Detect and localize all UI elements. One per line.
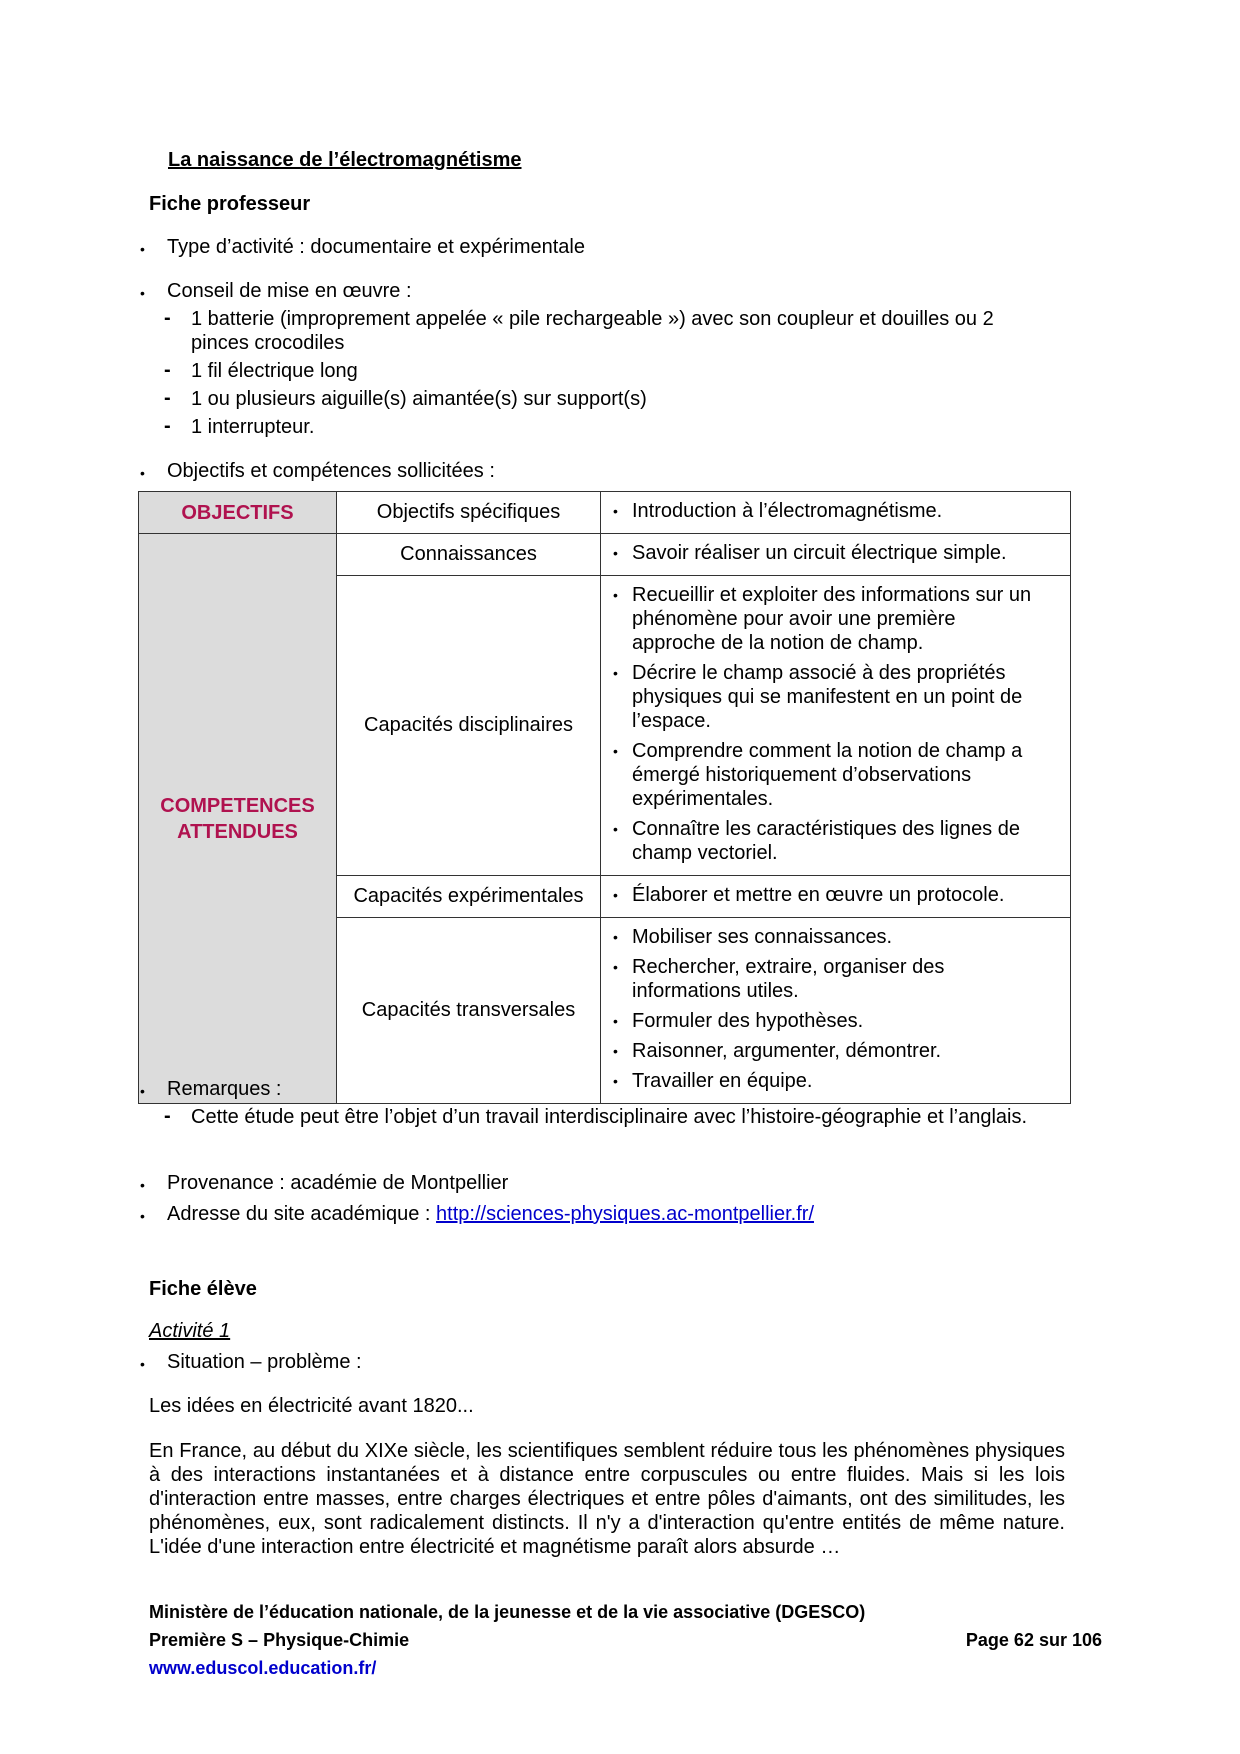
list-item: • Recueillir et exploiter des informations sur un phénomène pour avoir une première approche de la notion de champ. [613, 583, 1040, 655]
footer-niveau: Première S – Physique-Chimie [149, 1630, 410, 1650]
intro-text: Les idées en électricité avant 1820... [149, 1395, 474, 1417]
row-label: Capacités disciplinaires [337, 576, 601, 876]
activite-label: Activité 1 [149, 1320, 231, 1342]
fiche-eleve-heading: Fiche élève [149, 1278, 257, 1300]
list-item: • Savoir réaliser un circuit électrique simple. [613, 541, 1040, 565]
academic-site-link[interactable]: http://sciences-physiques.ac-montpellier.fr/ [436, 1203, 814, 1225]
list-item: • Mobiliser ses connaissances. [613, 925, 1040, 949]
objectifs-label: OBJECTIFS [139, 492, 337, 534]
document-title: La naissance de l’électromagnétisme [168, 149, 522, 171]
remarques-text: - Cette étude peut être l’objet d’un travail interdisciplinaire avec l’histoire-géographie et l’anglais. [164, 1105, 1028, 1128]
objectifs-intro-item: • Objectifs et compétences sollicitées : [140, 460, 495, 483]
list-item: • Introduction à l’électromagnétisme. [613, 499, 1040, 523]
row-label: Connaissances [337, 534, 601, 576]
competences-table [138, 491, 1071, 1104]
list-item: • Décrire le champ associé à des propriétés physiques qui se manifestent en un point de l’espace. [613, 661, 1040, 733]
fiche-professeur-heading: Fiche professeur [149, 193, 311, 215]
list-item: • Rechercher, extraire, organiser des informations utiles. [613, 955, 1040, 1003]
type-activite-item: • Type d’activité : documentaire et expérimentale [140, 236, 585, 259]
materiel-item: - 1 batterie (improprement appelée « pile rechargeable ») avec son coupleur et douilles ou 2 pinces crocodiles [164, 307, 994, 354]
remarques-item: • Remarques : [140, 1078, 282, 1101]
row-label: Capacités expérimentales [337, 876, 601, 918]
adresse-item: • Adresse du site académique : http://sciences-physiques.ac-montpellier.fr/ [140, 1203, 814, 1226]
list-item: • Élaborer et mettre en œuvre un protocole. [613, 883, 1040, 907]
body-paragraph: En France, au début du XIXe siècle, les scientifiques semblent réduire tous les phénomènes physiques à des interactions instantanées et à distance entre corpuscules ou entre fluides. Mais si les lois d'interaction entre masses, entre charges électriques et entre pôles d'aimants, ont des similitudes, les phénomènes, eux, sont radicalement distincts. Il n'y a d'interaction qu'entre entités de même nature. L'idée d'une interaction entre électricité et magnétisme paraît alors absurde … [149, 1440, 1065, 1558]
materiel-item: - 1 ou plusieurs aiguille(s) aimantée(s) sur support(s) [164, 387, 647, 410]
list-item: • Raisonner, argumenter, démontrer. [613, 1039, 1040, 1063]
page-number: Page 62 sur 106 [965, 1630, 1102, 1650]
footer-ministere: Ministère de l’éducation nationale, de la jeunesse et de la vie associative (DGESCO) [149, 1602, 866, 1622]
row-label: Objectifs spécifiques [337, 492, 601, 534]
footer-site-link[interactable]: www.eduscol.education.fr/ [149, 1658, 377, 1678]
list-item: • Formuler des hypothèses. [613, 1009, 1040, 1033]
table-row [139, 492, 1071, 534]
list-item: • Comprendre comment la notion de champ a émergé historiquement d’observations expérimentales. [613, 739, 1040, 811]
table-row [139, 534, 1071, 576]
competences-label: COMPETENCES ATTENDUES [139, 534, 337, 1104]
materiel-item: - 1 fil électrique long [164, 359, 358, 382]
row-label: Capacités transversales [337, 918, 601, 1104]
conseil-item: • Conseil de mise en œuvre : [140, 280, 412, 303]
list-item: • Connaître les caractéristiques des lignes de champ vectoriel. [613, 817, 1040, 865]
provenance-item: • Provenance : académie de Montpellier [140, 1172, 508, 1195]
situation-item: • Situation – problème : [140, 1351, 362, 1374]
materiel-item: - 1 interrupteur. [164, 415, 315, 438]
list-item: • Travailler en équipe. [613, 1069, 1040, 1093]
